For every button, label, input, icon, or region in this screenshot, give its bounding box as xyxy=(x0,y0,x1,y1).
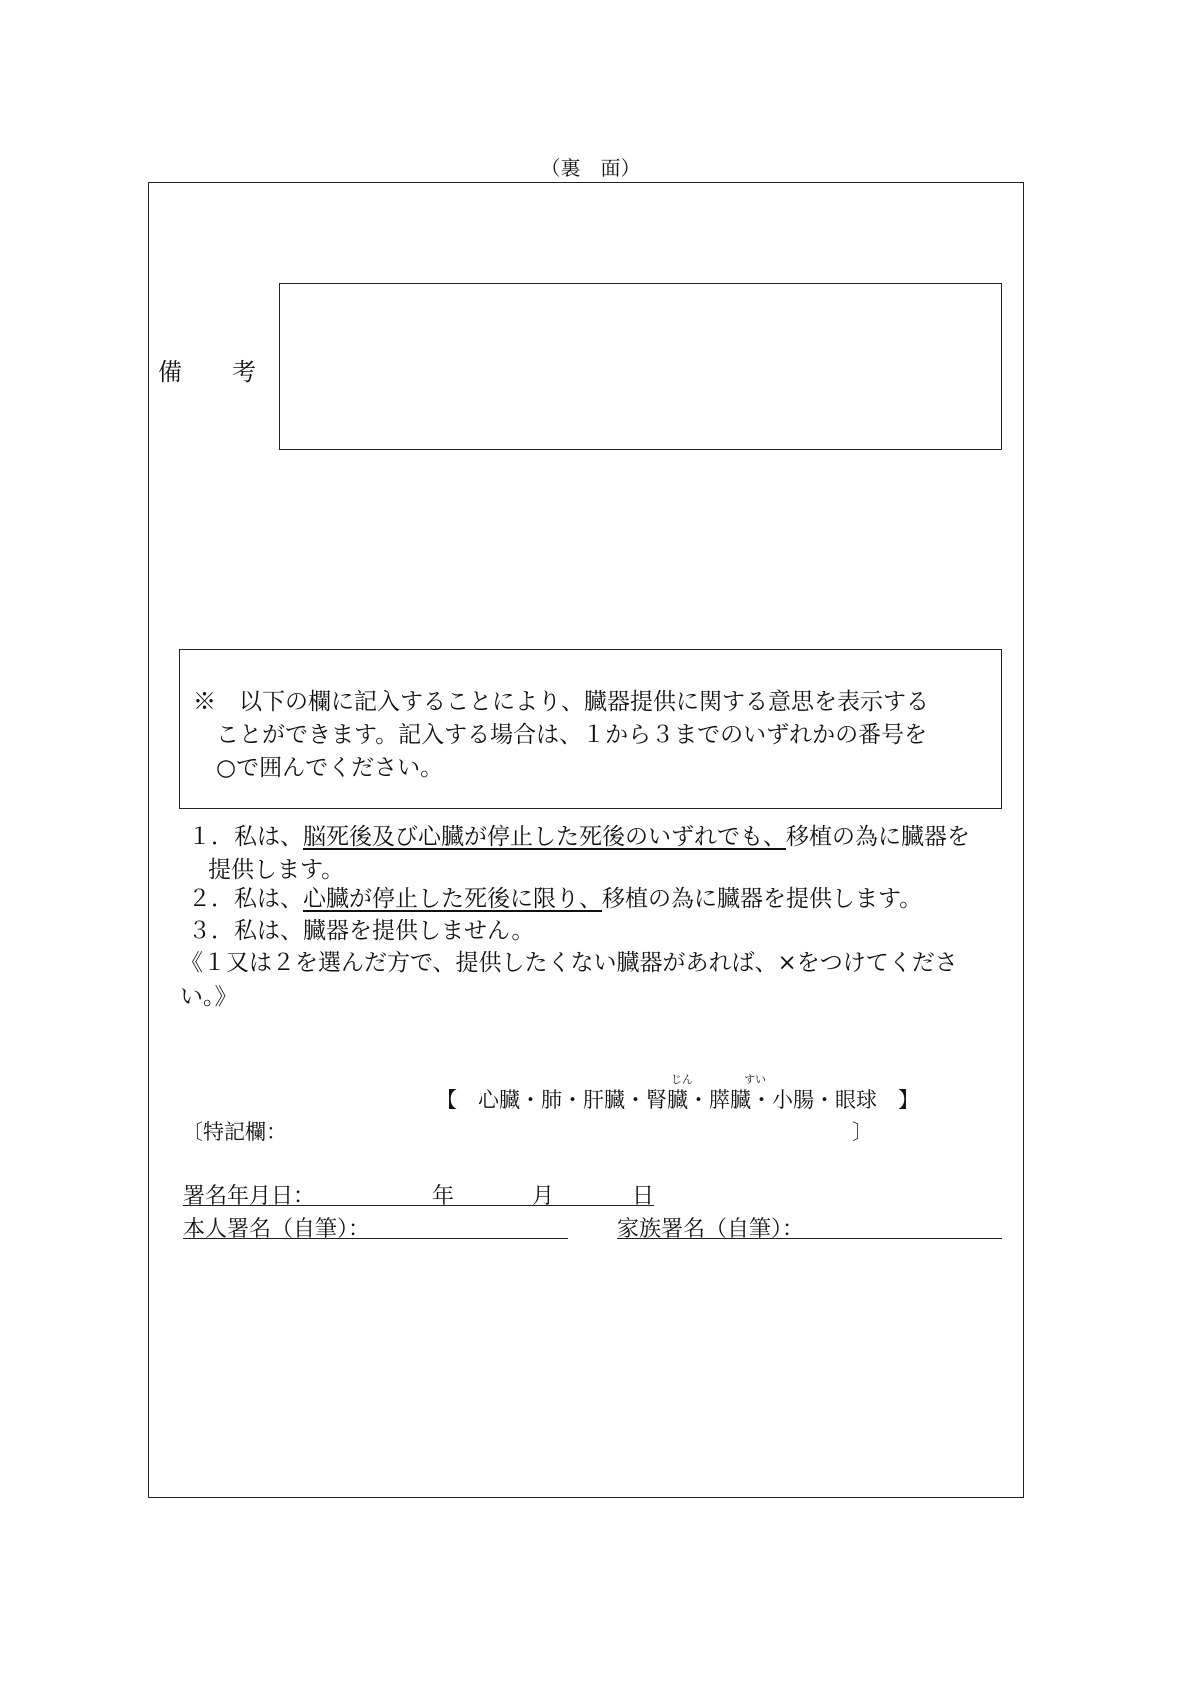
date-year: 年 xyxy=(432,1184,455,1209)
notice-line-3: ○で囲んでください。 xyxy=(216,755,444,781)
option-1[interactable] xyxy=(188,818,970,851)
option-2-suffix: 移植の為に臓器を提供します。 xyxy=(602,886,923,912)
option-3[interactable]: ３．私は、臓器を提供しません。 xyxy=(188,918,535,944)
option-2-prefix: ２．私は、 xyxy=(188,886,303,912)
special-notes-close: 〕 xyxy=(852,1120,873,1144)
remarks-label-char-2: 考 xyxy=(232,358,256,386)
remarks-label-char-1: 備 xyxy=(158,358,182,386)
special-notes-label: 〔特記欄： xyxy=(182,1120,287,1144)
option-1-underlined: 脳死後及び心臓が停止した死後のいずれでも、 xyxy=(303,824,786,850)
organ-note-line-1: 《１又は２を選んだ方で、提供したくない臓器があれば、×をつけてくださ xyxy=(180,950,958,976)
option-2[interactable] xyxy=(188,880,922,913)
organ-list[interactable]: 【 心臓・肺・肝臓・腎臓・膵臓・小腸・眼球 】 xyxy=(436,1088,919,1112)
date-month: 月 xyxy=(532,1184,555,1209)
option-1-continued: 提供します。 xyxy=(208,857,345,883)
organ-note-line-2: い。》 xyxy=(180,984,238,1010)
notice-line-2: ことができます。記入する場合は、１から３までのいずれかの番号を xyxy=(216,722,928,748)
remarks-field[interactable] xyxy=(279,283,1002,450)
ruby-jin: じん xyxy=(671,1073,693,1086)
option-1-suffix: 移植の為に臓器を xyxy=(786,824,970,850)
page-title: （裏 面） xyxy=(540,156,641,180)
remarks-label xyxy=(158,352,256,387)
notice-line-1: ※ 以下の欄に記入することにより、臓器提供に関する意思を表示する xyxy=(193,689,929,715)
option-2-underlined: 心臓が停止した死後に限り、 xyxy=(303,886,602,912)
family-signature-label: 家族署名（自筆）： xyxy=(617,1217,805,1242)
date-label: 署名年月日： xyxy=(183,1184,316,1209)
self-signature-label: 本人署名（自筆）： xyxy=(183,1217,371,1242)
date-day: 日 xyxy=(632,1184,655,1209)
ruby-sui: すい xyxy=(744,1073,766,1086)
option-1-prefix: １．私は、 xyxy=(188,824,303,850)
